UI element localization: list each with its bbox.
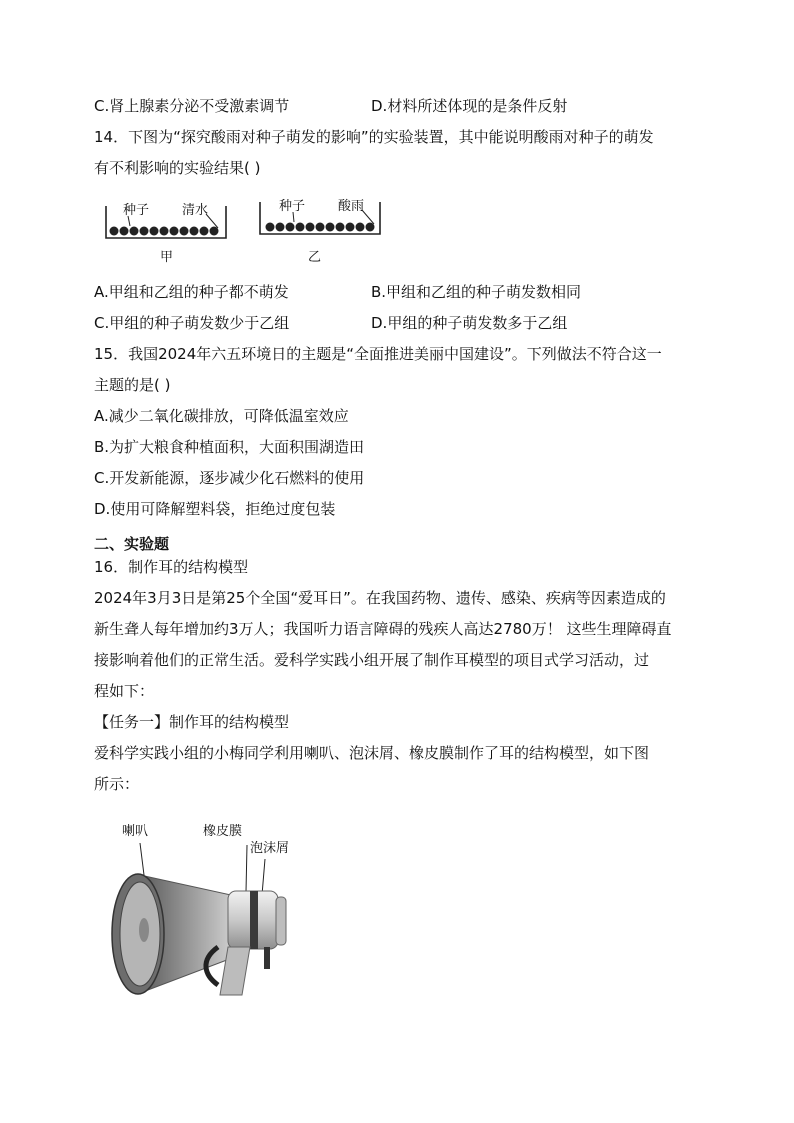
q16-task1-line2: 所示： — [94, 775, 140, 793]
label-horn: 喇叭 — [122, 824, 149, 839]
q16-para-line4: 程如下： — [94, 682, 155, 700]
q15-option-d: D.使用可降解塑料袋，拒绝过度包装 — [94, 500, 336, 518]
q13-option-c: C.肾上腺素分泌不受激素调节 — [94, 97, 290, 115]
q15-stem-line1: 15．我国2024年六五环境日的主题是“全面推进美丽中国建设”。下列做法不符合这一 — [94, 345, 662, 363]
q15-option-b: B.为扩大粮食种植面积，大面积围湖造田 — [94, 438, 365, 456]
dish2-seeds — [266, 223, 375, 232]
q14-stem-line2: 有不利影响的实验结果( ) — [94, 159, 261, 177]
q13-option-d: D.材料所述体现的是条件反射 — [371, 97, 568, 115]
q14-option-a: A.甲组和乙组的种子都不萌发 — [94, 283, 289, 301]
q16-title: 16．制作耳的结构模型 — [94, 558, 249, 576]
q15-option-a: A.减少二氧化碳排放，可降低温室效应 — [94, 407, 349, 425]
q14-option-d: D.甲组的种子萌发数多于乙组 — [371, 314, 568, 332]
q16-para-line3: 接影响着他们的正常生活。爱科学实践小组开展了制作耳模型的项目式学习活动，过 — [94, 651, 650, 669]
megaphone-drawing — [100, 835, 300, 1005]
q16-task1-title: 【任务一】制作耳的结构模型 — [94, 713, 290, 731]
label-membrane: 橡皮膜 — [203, 824, 243, 839]
section-heading: 二、实验题 — [94, 535, 170, 553]
dish1-seed-label: 种子 — [123, 203, 150, 218]
dish1-group-label: 甲 — [160, 250, 174, 265]
dish2-seed-label: 种子 — [279, 199, 306, 214]
dish2-liquid-label: 酸雨 — [338, 199, 365, 214]
q16-para-line1: 2024年3月3日是第25个全国“爱耳日”。在我国药物、遗传、感染、疾病等因素造成的 — [94, 589, 666, 607]
dish2-group-label: 乙 — [308, 250, 322, 265]
dish1-liquid-label: 清水 — [182, 203, 209, 218]
q14-stem-line1: 14．下图为“探究酸雨对种子萌发的影响”的实验装置，其中能说明酸雨对种子的萌发 — [94, 128, 654, 146]
q14-option-c: C.甲组的种子萌发数少于乙组 — [94, 314, 290, 332]
label-foam: 泡沫屑 — [250, 841, 290, 856]
q14-option-b: B.甲组和乙组的种子萌发数相同 — [371, 283, 582, 301]
dish1-seeds — [110, 227, 219, 236]
q16-task1-line1: 爱科学实践小组的小梅同学利用喇叭、泡沫屑、橡皮膜制作了耳的结构模型，如下图 — [94, 744, 650, 762]
q15-stem-line2: 主题的是( ) — [94, 376, 171, 394]
q16-para-line2: 新生聋人每年增加约3万人；我国听力语言障碍的残疾人高达2780万！ 这些生理障碍直 — [94, 620, 672, 638]
q15-option-c: C.开发新能源，逐步减少化石燃料的使用 — [94, 469, 365, 487]
